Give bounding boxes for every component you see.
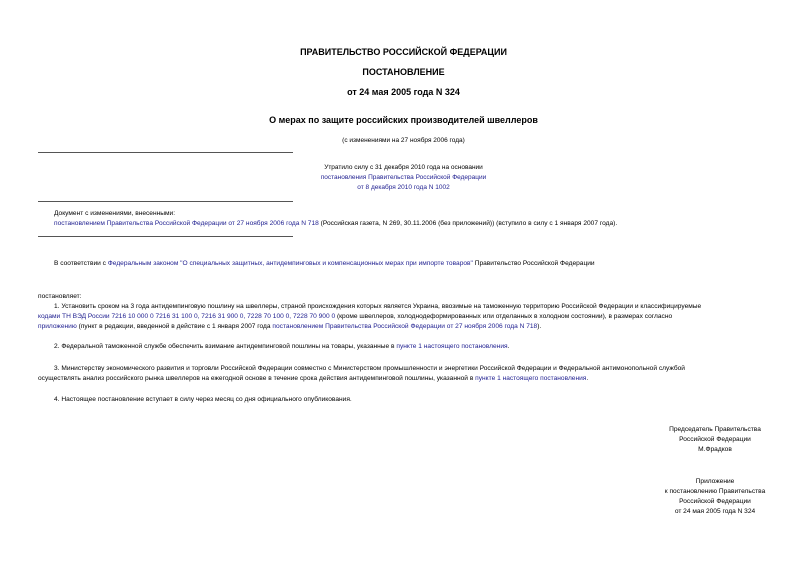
preamble-suffix: Правительство Российской Федерации [472, 260, 595, 267]
amendments-note: (с изменениями на 27 ноября 2006 года) [342, 137, 465, 144]
paragraph-3-end: . [586, 375, 589, 382]
signature-title-line-1: Председатель Правительства [669, 426, 761, 433]
paragraph-2-link[interactable]: пункте 1 настоящего постановления [396, 343, 508, 350]
paragraph-1-decree-link[interactable]: постановлением Правительства Российской Федерации от 27 ноября 2006 года N 718 [272, 323, 538, 330]
amending-decree-link[interactable]: постановлением Правительства Российской Федерации от 27 ноября 2006 года N 718 [54, 220, 319, 227]
amended-doc-line [54, 219, 617, 229]
amended-doc-label: Документ с изменениями, внесенными: [54, 210, 176, 217]
amended-doc-source: (Российская газета, N 269, 30.11.2006 (без приложений)) (вступило в силу с 1 января 2007 года). [318, 220, 618, 227]
signatory-name: М.Фрадков [698, 446, 732, 453]
paragraph-3-line-2 [38, 374, 588, 384]
appendix-header-line-2: к постановлению Правительства [664, 488, 766, 495]
appendix-header-line-3: Российской Федерации [679, 498, 751, 505]
divider [38, 201, 293, 202]
appendix-link[interactable]: приложению [38, 323, 77, 330]
appendix-header-line-4: от 24 мая 2005 года N 324 [674, 508, 756, 515]
resolves-label: постановляет: [38, 293, 82, 300]
paragraph-1-edition-note: (пункт в редакции, введенной в действие с 1 января 2007 года [76, 323, 273, 330]
paragraph-2 [54, 342, 509, 352]
federal-law-link[interactable]: Федеральным законом "О специальных защитных, антидемпинговых и компенсационных мерах при импорте товаров" [107, 260, 473, 267]
signature-title-line-2: Российской Федерации [679, 436, 751, 443]
appendix-header-line-1: Приложение [695, 478, 735, 485]
expired-decree-date-link[interactable]: от 8 декабря 2010 года N 1002 [357, 184, 450, 191]
preamble [54, 259, 595, 269]
paragraph-3-link[interactable]: пункте 1 настоящего постановления [475, 375, 587, 382]
divider [38, 152, 293, 153]
paragraph-1-exclusion: (кроме швеллеров, холоднодеформированных или отделанных в холодном состоянии), в размерах согласно [335, 313, 673, 320]
expired-note: Утратило силу с 31 декабря 2010 года на основании [324, 164, 483, 171]
paragraph-1-line-1: 1. Установить сроком на 3 года антидемпинговую пошлину на швеллеры, страной происхождения которых является Украина, ввозимые на таможенную территорию Российской Федерации и классифицируемые [54, 303, 702, 310]
document-type-heading: ПОСТАНОВЛЕНИЕ [362, 67, 445, 77]
paragraph-3-text: осуществлять анализ российского рынка швеллеров на ежегодной основе в течение срока действия антидемпинговой пошлины, указанной в [38, 375, 476, 382]
paragraph-4: 4. Настоящее постановление вступает в силу через месяц со дня официального опубликования. [54, 396, 352, 403]
document-title: О мерах по защите российских производителей швеллеров [269, 115, 538, 125]
divider [38, 236, 293, 237]
date-number-heading: от 24 мая 2005 года N 324 [347, 87, 460, 97]
paragraph-2-text: 2. Федеральной таможенной службе обеспечить взимание антидемпинговой пошлины на товары, указанные в [54, 343, 397, 350]
paragraph-2-end: . [507, 343, 510, 350]
paragraph-1-end: ). [537, 323, 542, 330]
paragraph-1-line-2 [38, 312, 672, 322]
expired-decree-link[interactable]: постановления Правительства Российской Федерации [320, 174, 487, 181]
paragraph-1-line-3 [38, 322, 541, 332]
preamble-prefix: В соответствии с [54, 260, 108, 267]
tn-ved-codes-link[interactable]: кодами ТН ВЭД России 7216 10 000 0 7216 31 100 0, 7216 31 900 0, 7228 70 100 0, 7228 70 900 0 [38, 313, 336, 320]
paragraph-3-line-1: 3. Министерству экономического развития и торговли Российской Федерации совместно с Министерством промышленности и энергетики Российской Федерации и Федеральной антимонопольной службой [54, 365, 685, 372]
government-heading: ПРАВИТЕЛЬСТВО РОССИЙСКОЙ ФЕДЕРАЦИИ [300, 47, 507, 57]
